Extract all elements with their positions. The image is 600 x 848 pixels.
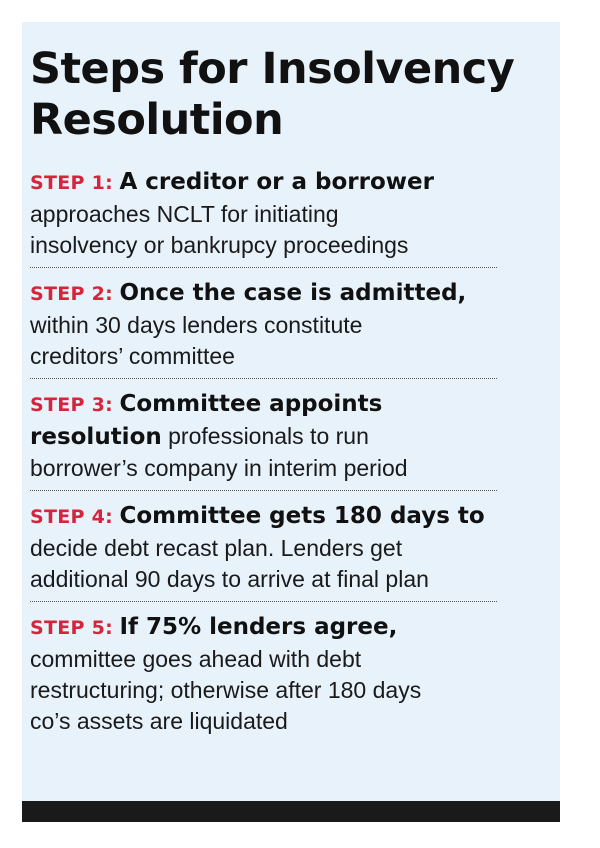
step-body-line: additional 90 days to arrive at final plan	[30, 566, 429, 592]
step-2	[30, 268, 497, 379]
step-label: STEP 5:	[30, 617, 114, 639]
steps-list	[30, 162, 497, 743]
step-body-line: co’s assets are liquidated	[30, 708, 288, 734]
step-lead: resolution	[30, 424, 162, 450]
step-body-line: insolvency or bankrupcy proceedings	[30, 232, 409, 258]
title-line-1: Steps for Insolvency	[30, 44, 515, 94]
step-body-line: creditors’ committee	[30, 343, 235, 369]
step-label: STEP 1:	[30, 172, 114, 194]
step-body-line: borrower’s company in interim period	[30, 455, 408, 481]
step-lead-tail: professionals to run	[168, 423, 369, 449]
step-body-line: committee goes ahead with debt	[30, 646, 362, 672]
step-lead: Committee gets 180 days to	[119, 503, 485, 529]
step-label: STEP 4:	[30, 506, 114, 528]
step-lead: A creditor or a borrower	[119, 169, 434, 195]
step-3	[30, 379, 497, 491]
step-body-line: restructuring; otherwise after 180 days	[30, 677, 422, 703]
step-label: STEP 2:	[30, 283, 114, 305]
step-5	[30, 602, 497, 743]
step-lead: If 75% lenders agree,	[119, 614, 398, 640]
step-body-line: decide debt recast plan. Lenders get	[30, 535, 403, 561]
step-lead: Committee appoints	[119, 391, 383, 417]
step-body-line: approaches NCLT for initiating	[30, 201, 339, 227]
step-1	[30, 162, 497, 268]
title-line-2: Resolution	[30, 95, 284, 145]
step-lead: Once the case is admitted,	[119, 280, 467, 306]
step-label: STEP 3:	[30, 394, 114, 416]
step-body-line: within 30 days lenders constitute	[30, 312, 363, 338]
step-4	[30, 491, 497, 602]
bottom-bar	[22, 801, 560, 822]
page-title	[30, 44, 514, 146]
